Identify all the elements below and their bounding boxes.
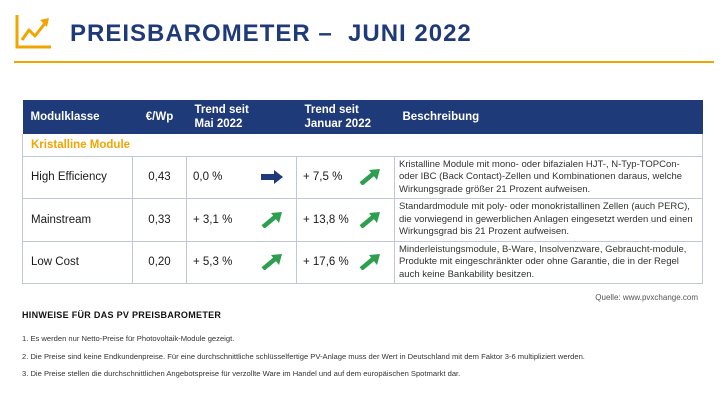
arrow-up-right-icon bbox=[260, 212, 284, 228]
column-header-trend-may: Trend seit Mai 2022 bbox=[194, 104, 249, 130]
table-row bbox=[23, 199, 703, 242]
notes-heading: HINWEISE FÜR DAS PV PREISBAROMETER bbox=[22, 310, 222, 320]
module-class: Mainstream bbox=[23, 199, 133, 242]
trend-may-cell bbox=[187, 241, 297, 284]
column-header-description: Beschreibung bbox=[402, 111, 480, 123]
column-header-price: €/Wp bbox=[145, 111, 174, 123]
arrow-up-right-icon bbox=[260, 254, 284, 270]
arrow-up-right-icon bbox=[358, 169, 382, 185]
module-description: Standardmodule mit poly- oder monokristallinen Zellen (auch PERC), die vorwiegend in gewerblichen Anlagen eingesetzt werden und einen Wirkungsgrad bis 21 Prozent aufweisen. bbox=[395, 199, 703, 242]
trend-jan-cell bbox=[297, 241, 395, 284]
table-row bbox=[23, 241, 703, 284]
arrow-up-right-icon bbox=[358, 254, 382, 270]
notes-list bbox=[22, 334, 712, 387]
table-header-row bbox=[23, 100, 703, 134]
note-item: 2. Die Preise sind keine Endkundenpreise. Für eine durchschnittliche schlüsselfertige PV-Anlage muss der Wert in Deutschland mit dem Faktor 3-6 multipliziert werden. bbox=[22, 351, 585, 361]
module-class: Low Cost bbox=[23, 241, 133, 284]
page-title: PREISBAROMETER – JUNI 2022 bbox=[70, 20, 472, 47]
note-item: 3. Die Preise stellen die durchschnittlichen Angebotspreise für verzollte Ware im Handel und auf dem europäischen Spotmarkt dar. bbox=[22, 369, 461, 378]
arrow-up-right-icon bbox=[358, 212, 382, 228]
price-value: 0,43 bbox=[133, 156, 187, 199]
category-label: Kristalline Module bbox=[23, 134, 703, 156]
page-header bbox=[0, 0, 728, 66]
arrow-right-icon bbox=[260, 169, 284, 185]
trend-may-value: + 5,3 % bbox=[193, 256, 233, 269]
table-row bbox=[23, 156, 703, 199]
price-value: 0,33 bbox=[133, 199, 187, 242]
module-class: High Efficiency bbox=[23, 156, 133, 199]
module-description: Minderleistungsmodule, B-Ware, Insolvenzware, Gebraucht-module, Produkte mit eingeschränkter oder ohne Garantie, die in der Regel auch keine Bankability besitzen. bbox=[395, 241, 703, 284]
chart-trend-logo bbox=[14, 12, 54, 50]
source-note: Quelle: www.pvxchange.com bbox=[595, 293, 698, 302]
module-description: Kristalline Module mit mono- oder bifazialen HJT-, N-Typ-TOPCon- oder IBC (Back Contact)-Zellen und Kombinationen daraus, welche Wirkungsgrade größer 21 Prozent aufweisen. bbox=[395, 156, 703, 199]
column-header-trend-jan: Trend seit Januar 2022 bbox=[304, 104, 371, 130]
trend-jan-cell bbox=[297, 156, 395, 199]
price-table bbox=[22, 100, 702, 284]
price-value: 0,20 bbox=[133, 241, 187, 284]
trend-jan-cell bbox=[297, 199, 395, 242]
trend-may-value: + 3,1 % bbox=[193, 213, 233, 226]
trend-jan-value: + 13,8 % bbox=[303, 213, 349, 226]
trend-jan-value: + 17,6 % bbox=[303, 256, 349, 269]
note-item: 1. Es werden nur Netto-Preise für Photovoltaik-Module gezeigt. bbox=[22, 334, 235, 343]
category-row bbox=[23, 134, 703, 156]
trend-may-value: 0,0 % bbox=[193, 171, 223, 184]
trend-jan-value: + 7,5 % bbox=[303, 171, 343, 184]
trend-may-cell bbox=[187, 199, 297, 242]
header-divider bbox=[14, 61, 714, 63]
column-header-modulklasse: Modulklasse bbox=[30, 111, 100, 123]
trend-may-cell bbox=[187, 156, 297, 199]
